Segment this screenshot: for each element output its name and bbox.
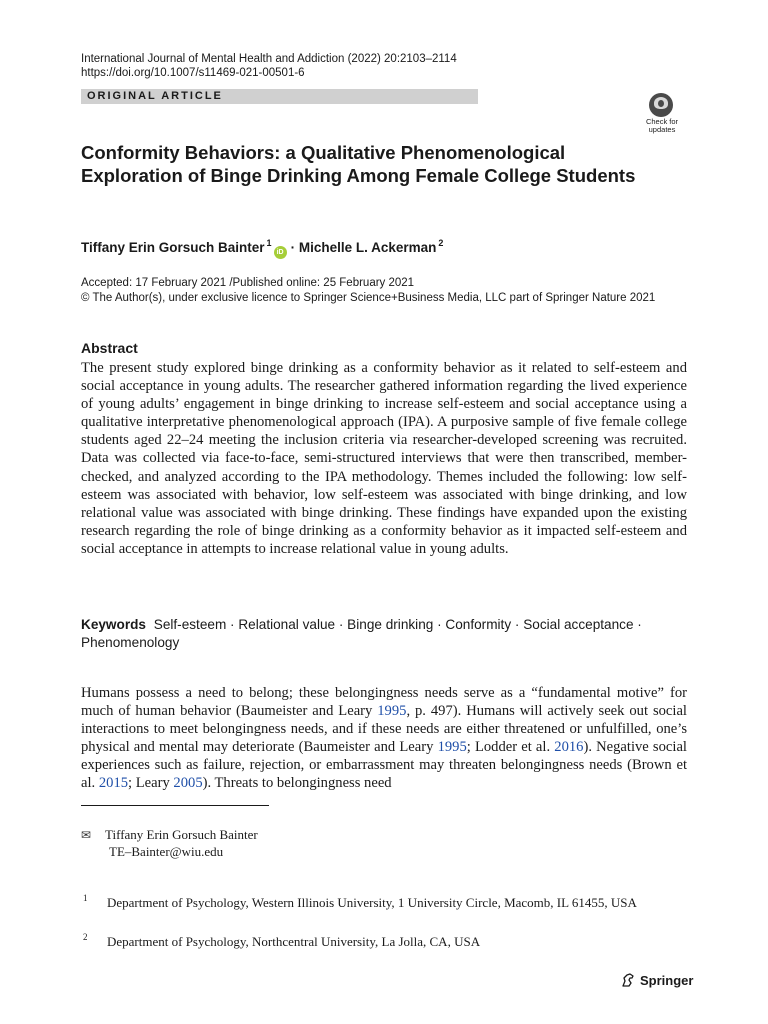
affiliation-marker: 2 <box>438 238 444 248</box>
keywords-label: Keywords <box>81 617 146 632</box>
intro-text: , p. 497). Humans will actively seek out social interactions to meet belongingness needs, and if these needs are either threatened or unfulfilled, one’s physical and mental may deteriorate (Baumeister and Leary <box>81 703 687 756</box>
citation-link[interactable]: 1995 <box>437 739 467 756</box>
citation-link[interactable]: 2015 <box>98 775 129 792</box>
orcid-icon[interactable]: iD <box>274 246 287 259</box>
check-for-updates-badge[interactable] <box>636 91 688 135</box>
intro-text: ; Lodder et al. <box>466 739 555 756</box>
abstract-text: The present study explored binge drinking as a conformity behavior as it related to self-esteem and social acceptance in young adults. The researcher gathered information regarding the lived experience of young adults’ engagement in binge drinking to increase self-esteem and social acceptance using a qualitative interpretative phenomenological approach (IPA). A purposive sample of five female college students aged 22–24 meeting the inclusion criteria via researcher-developed screening was recruited. Data was collected via face-to-face, semi-structured interviews that were then transcribed, member-checked, and analyzed according to the IPA methodology. Themes included the following: low self-esteem was associated with behavior, low self-esteem was associated with binge drinking, and low relational value was associated with binge drinking. These findings have expanded upon the existing research regarding the role of binge drinking as a conformity behavior as it impacted self-esteem and social acceptance in attempts to increase relational value in young adults. <box>81 360 687 557</box>
doi-link[interactable]: https://doi.org/10.1007/s11469-021-00501-6 <box>81 67 305 79</box>
copyright-notice: © The Author(s), under exclusive licence to Springer Science+Business Media, LLC part of Springer Nature 2021 <box>81 292 656 304</box>
article-type-label: ORIGINAL ARTICLE <box>87 90 223 102</box>
affiliation-marker: 1 <box>266 238 272 248</box>
intro-text: ). Threats to belongingness need <box>202 775 392 792</box>
article-type-bar <box>81 89 478 104</box>
citation-link[interactable]: 1995 <box>377 703 407 720</box>
author-list <box>81 234 443 259</box>
correspondence <box>81 826 258 844</box>
corresponding-author-name: Tiffany Erin Gorsuch Bainter <box>105 827 258 842</box>
keywords-list: Self-esteem · Relational value · Binge drinking · Conformity · Social acceptance · Phenomenology <box>81 617 642 650</box>
affiliation-text: Department of Psychology, Northcentral University, La Jolla, CA, USA <box>107 934 481 949</box>
check-for-updates-icon <box>649 93 673 117</box>
abstract-heading: Abstract <box>81 340 138 356</box>
publication-dates: Accepted: 17 February 2021 /Published online: 25 February 2021 <box>81 277 415 289</box>
keywords <box>81 616 687 652</box>
publisher-name: Springer <box>640 973 694 988</box>
intro-text: Humans possess a need to belong; these belongingness needs serve as a “fundamental motive” for much of human behavior (Baumeister and Leary <box>81 685 687 720</box>
affiliation-number: 1 <box>83 893 88 903</box>
journal-citation: International Journal of Mental Health and Addiction (2022) 20:2103–2114 <box>81 53 457 65</box>
citation-link[interactable]: 2016 <box>554 739 584 756</box>
citation-link[interactable]: 2005 <box>173 775 203 792</box>
author-name[interactable]: Michelle L. Ackerman <box>298 240 437 255</box>
affiliation-number: 2 <box>83 932 88 942</box>
publisher-logo <box>620 972 693 993</box>
intro-text: ). Negative social experiences such as failure, rejection, or embarrassment may threaten belongingness needs (Brown et al. <box>81 739 687 792</box>
corresponding-author-email[interactable]: TE–Bainter@wiu.edu <box>109 844 224 859</box>
article-title: Conformity Behaviors: a Qualitative Phenomenological Exploration of Binge Drinking Among Female College Students <box>81 142 636 186</box>
affiliation-text: Department of Psychology, Western Illinois University, 1 University Circle, Macomb, IL 61455, USA <box>107 895 637 910</box>
springer-horse-icon <box>620 972 636 993</box>
footnote-divider <box>81 805 269 806</box>
intro-text: ; Leary <box>128 775 174 792</box>
introduction-paragraph <box>81 684 687 793</box>
check-for-updates-label: Check for updates <box>645 117 679 134</box>
author-separator: · <box>290 240 296 255</box>
envelope-icon: ✉ <box>81 828 92 842</box>
author-name[interactable]: Tiffany Erin Gorsuch Bainter <box>81 240 265 255</box>
